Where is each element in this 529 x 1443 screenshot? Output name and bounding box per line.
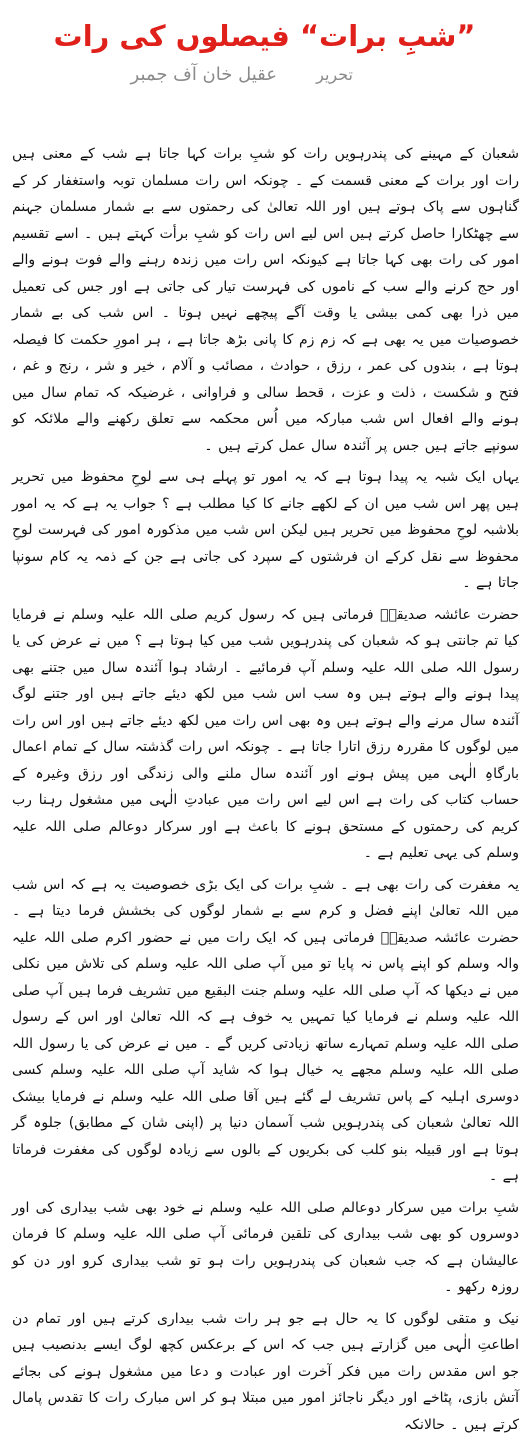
article-title: ”شبِ برات“ فیصلوں کی رات [53,19,476,53]
paragraph-4: یہ مغفرت کی رات بھی ہے ۔ شبِ برات کی ایک بڑی خصوصیت یہ ہے کہ اس شب میں اللہ تعالیٰ اپنے فضل و کرم سے بے شمار لوگوں کی بخشش فرما دیتا ہے ۔ حضرت عائشہ صدیقہؓ فرماتی ہیں کہ ایک رات میں نے حضور اکرم صلی اللہ علیہ والہ وسلم کو اپنے پاس نہ پایا تو میں آپ صلی اللہ علیہ وسلم کی تلاش میں نکلی میں نے دیکھا کہ آپ صلی اللہ علیہ وسلم جنت البقیع میں تشریف فرما ہیں آپ صلی اللہ علیہ وسلم نے فرمایا کیا تمہیں یہ خوف ہے کہ اللہ تعالیٰ اور اس کے رسول صلی اللہ علیہ وسلم تمہارے ساتھ زیادتی کریں گے ۔ میں نے عرض کی یا رسول اللہ صلی اللہ علیہ وسلم مجھے یہ خیال ہوا کہ شاید آپ صلی اللہ علیہ وسلم کسی دوسری اہلیہ کے پاس تشریف لے گئے ہیں آقا صلی اللہ علیہ وسلم نے فرمایا بیشک اللہ تعالیٰ شعبان کی پندرہویں شب آسمان دنیا پر (اپنی شان کے مطابق) جلوہ گر ہوتا ہے اور قبیلہ بنو کلب کی بکریوں کے بالوں سے زیادہ لوگوں کی مغفرت فرماتا ہے ۔ [12,876,519,1184]
author-name: عقیل خان آف جمبر [130,64,278,85]
paragraph-3: حضرت عائشہ صدیقہؓ فرماتی ہیں کہ رسول کریم صلی اللہ علیہ وسلم نے فرمایا کیا تم جانتی ہو کہ شعبان کی پندرہویں شب میں کیا ہوتا ہے ؟ میں نے عرض کی یا رسول اللہ صلی اللہ علیہ وسلم آپ فرمائیے ۔ ارشاد ہوا آئندہ سال میں جتنے بھی پیدا ہونے والے ہوتے ہیں وہ سب اس شب میں لکھ دیئے جاتے ہیں اور جتنے لوگ آئندہ سال مرنے والے ہوتے ہیں وہ بھی اس رات میں لکھ دیئے جاتے ہیں اور اس رات میں لوگوں کا مقررہ رزق اتارا جاتا ہے ۔ چونکہ اس رات گذشتہ سال کے تمام اعمال بارگاہِ الٰہی میں پیش ہونے اور آئندہ سال ملنے والی زندگی اور رزق وغیرہ کے حساب کتاب کی رات ہے اس لیے اس رات میں عبادتِ الٰہی میں مشغول رہنا رب کریم کی رحمتوں کے مستحق ہونے کا باعث ہے اور سرکار دوعالم صلی اللہ علیہ وسلم کی یہی تعلیم ہے ۔ [12,606,519,861]
byline-label: تحریر [316,65,353,84]
byline [131,64,353,85]
article-body [12,141,519,1443]
paragraph-1: شعبان کے مہینے کی پندرہویں رات کو شبِ برات کہا جاتا ہے شب کے معنی ہیں رات اور برات کے معنی قسمت کے ۔ چونکہ اس رات مسلمان توبہ واستغفار کر کے گناہوں سے پاک ہوتے ہیں اور اللہ تعالیٰ کی رحمتوں سے بے شمار مسلمان جہنم سے چھٹکارا حاصل کرتے ہیں اس لیے اس رات کو شبِ برأت کہتے ہیں ۔ اسے تقسیم امور کی رات بھی کہا جاتا ہے کیونکہ اس رات میں زندہ رہنے والے فوت ہونے والے اور حج کرنے والے سب کے ناموں کی فہرست تیار کی جاتی ہے اور جس کی تعمیل میں ذرا بھی کمی بیشی یا وقت آگے پیچھے نہیں ہوتا ۔ اس شب کی بے شمار خصوصیات میں یہ بھی ہے کہ زم زم کا پانی بڑھ جاتا ہے ، ہر امورِ حکمت کا فیصلہ ہوتا ہے ، بندوں کی عمر ، رزق ، حوادث ، مصائب و آلام ، خیر و شر ، رنج و غم ، فتح و شکست ، ذلت و عزت ، قحط سالی و فراوانی ، غرضیکہ کہ تمام سال میں ہونے والے افعال اس شب مبارکہ میں اُس محکمہ سے تعلق رکھنے والے ملائکہ کو سونپے جاتے ہیں جس پر آئندہ سال عمل کرتے ہیں ۔ [12,146,519,454]
paragraph-2: یہاں ایک شبہ یہ پیدا ہوتا ہے کہ یہ امور تو پہلے ہی سے لوحِ محفوظ میں تحریر ہیں پھر اس شب میں ان کے لکھے جانے کا کیا مطلب ہے ؟ جواب یہ ہے کہ یہ امور بلاشبہ لوحِ محفوظ میں تحریر ہیں لیکن اس شب میں مذکورہ امور کی فہرست لوحِ محفوظ سے نقل کرکے ان فرشتوں کے سپرد کی جاتی ہے جن کے ذمہ یہ کام سونپا جاتا ہے ۔ [12,469,519,591]
paragraph-6: نیک و متقی لوگوں کا یہ حال ہے جو ہر رات شب بیداری کرتے ہیں اور تمام دن اطاعتِ الٰہی میں گزارتے ہیں جب کہ اس کے برعکس کچھ لوگ ایسے بدنصیب ہیں جو اس مقدس رات میں فکر آخرت اور عبادت و دعا میں مشغول ہونے کی بجائے آتش بازی، پٹاخے اور دیگر ناجائز امور میں مبتلا ہو کر اس مبارک رات کا تقدس پامال کرتے ہیں ۔ حالانکہ [12,1310,519,1433]
paragraph-5: شبِ برات میں سرکار دوعالم صلی اللہ علیہ وسلم نے خود بھی شب بیداری کی اور دوسروں کو بھی شب بیداری کی تلقین فرمائی آپ صلی اللہ علیہ وسلم کا فرمان عالیشان ہے کہ جب شعبان کی پندرہویں رات ہو تو شب بیداری کرو اور دن کو روزہ رکھو ۔ [12,1199,519,1295]
